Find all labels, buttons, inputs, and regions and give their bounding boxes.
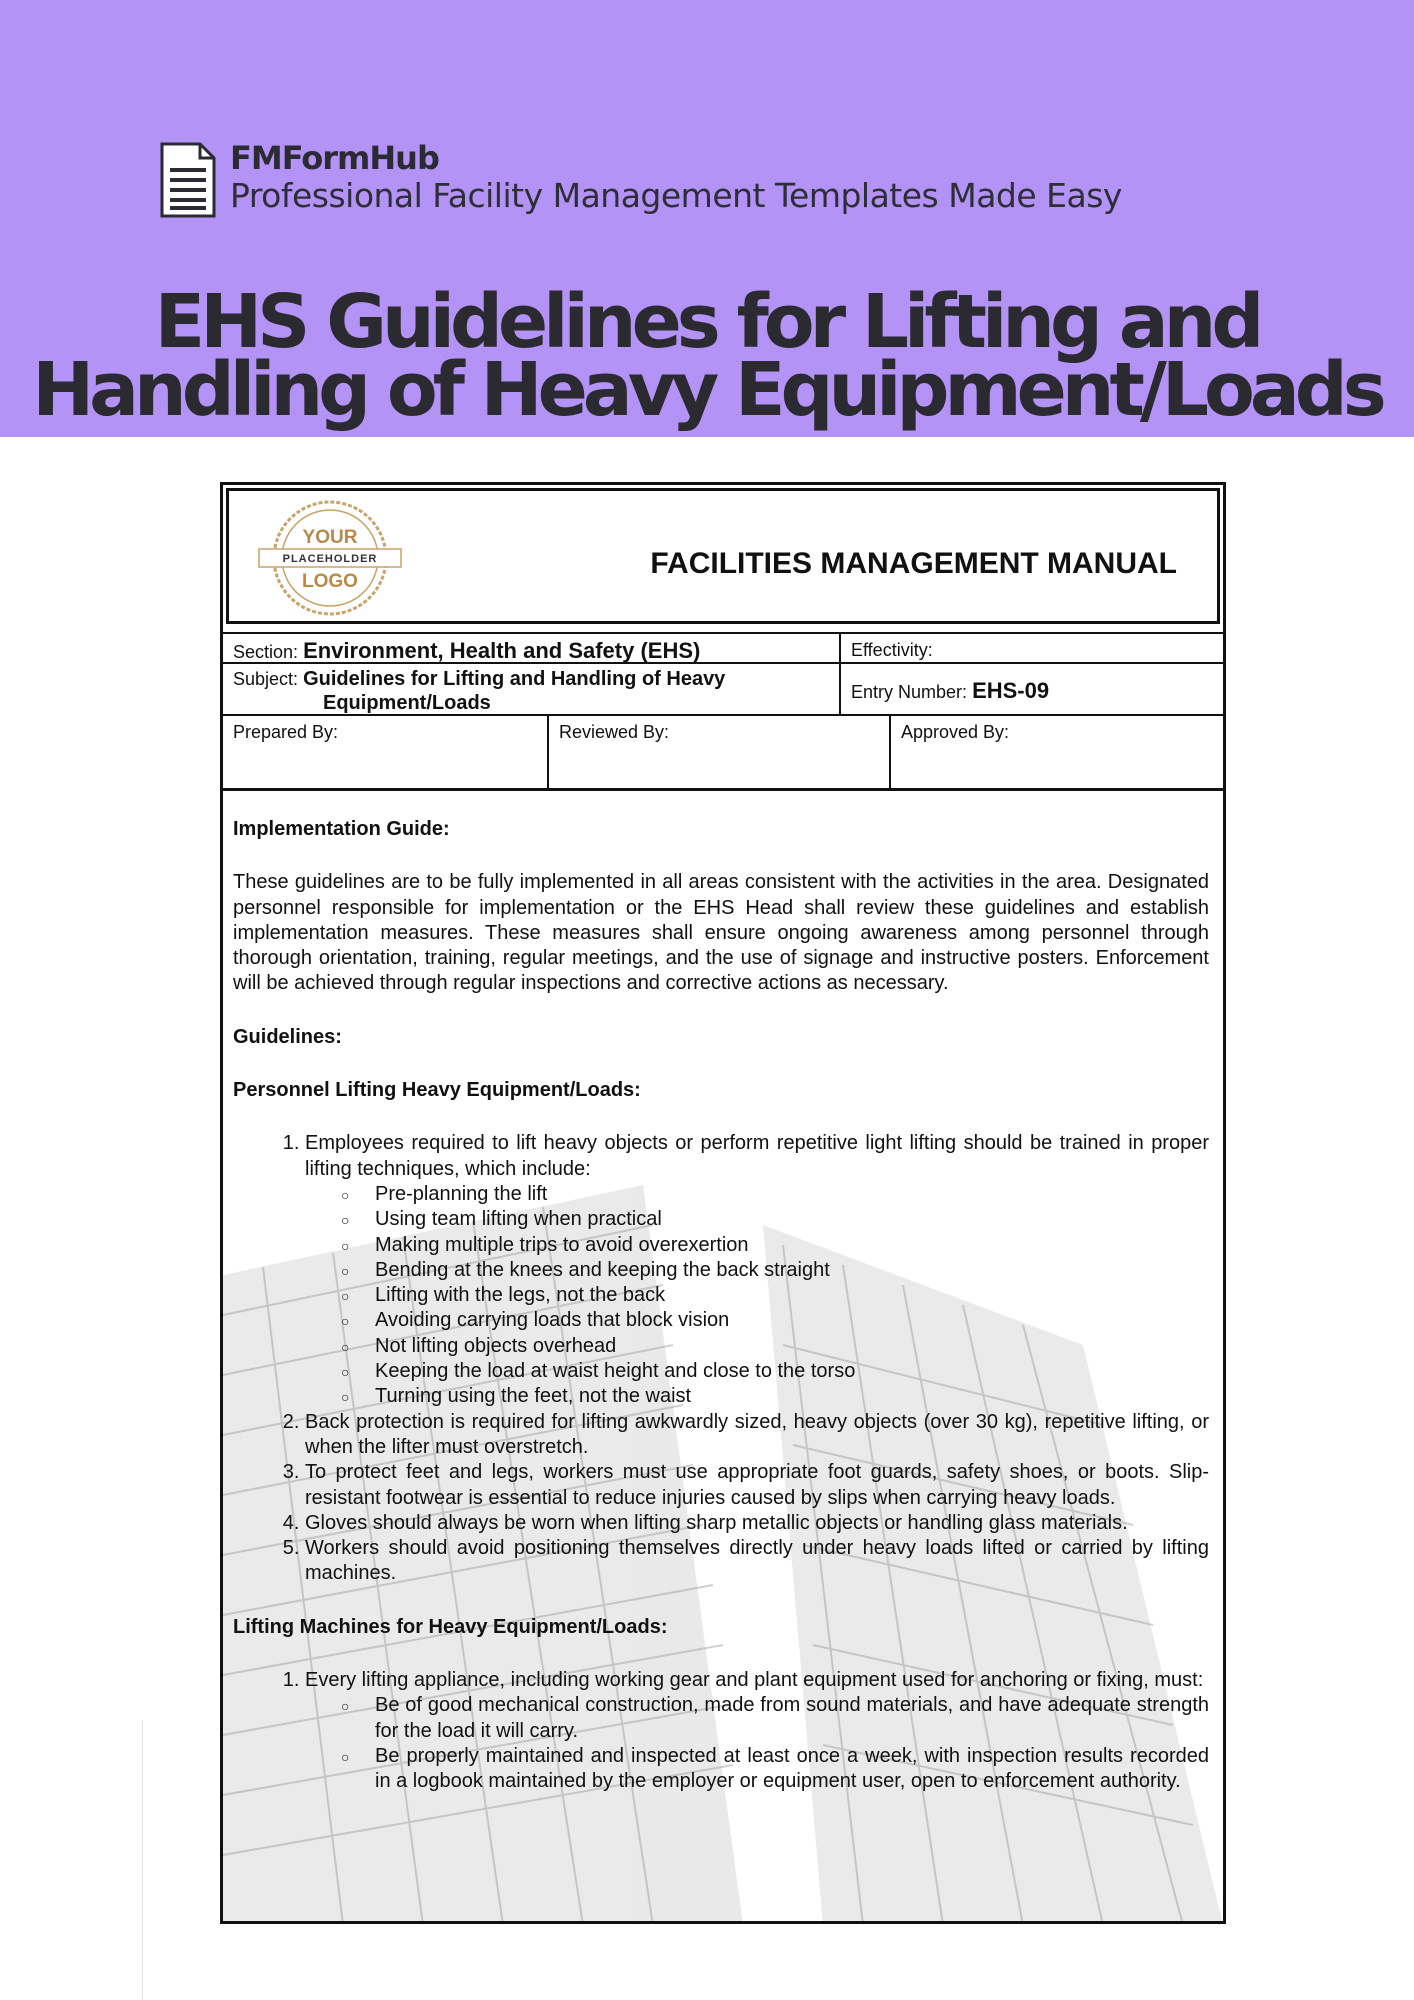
placeholder-logo	[257, 499, 403, 617]
list-item: ○ Pre-planning the lift	[375, 1182, 1209, 1207]
manual-header	[226, 488, 1220, 624]
prepared-by-cell: Prepared By:	[223, 716, 549, 788]
list-item: ○ Not lifting objects overhead	[375, 1334, 1209, 1359]
signoff-row	[223, 714, 1223, 791]
list-item: 1. Every lifting appliance, including working gear and plant equipment used for anchoring or fixing, must: ○ Be of good mechanical construction, made from sound materials, and have adequate strength for the load it will carry. ○ Be properly maintained and inspected at least once a week, with inspection results recorded in a logbook maintained by the employer or equipment user, open to enforcement authority.	[305, 1668, 1209, 1794]
entry-number-cell: Entry Number: EHS-09	[851, 678, 1050, 703]
manual-body	[233, 817, 1209, 1795]
lifting-techniques-list	[305, 1182, 1209, 1410]
entry-number-value: EHS-09	[972, 678, 1050, 703]
list-item: ○ Avoiding carrying loads that block vision	[375, 1308, 1209, 1333]
list-item: ○ Turning using the feet, not the waist	[375, 1384, 1209, 1409]
list-item: ○ Using team lifting when practical	[375, 1207, 1209, 1232]
section-cell: Section: Environment, Health and Safety (EHS)	[223, 634, 841, 664]
personnel-list	[233, 1131, 1209, 1586]
effectivity-cell: Effectivity:	[851, 640, 933, 660]
list-item: 3. To protect feet and legs, workers must use appropriate foot guards, safety shoes, or boots. Slip-resistant footwear is essential to reduce injuries caused by slips when carrying heavy loads.	[305, 1460, 1209, 1511]
list-item: ○ Bending at the knees and keeping the back straight	[375, 1258, 1209, 1283]
document-icon	[160, 142, 216, 218]
subject-row	[223, 662, 1223, 716]
logo-text-top: YOUR	[302, 527, 358, 548]
page-title-line-1: EHS Guidelines for Lifting and	[154, 279, 1260, 365]
list-item: ○ Lifting with the legs, not the back	[375, 1283, 1209, 1308]
list-item: ○ Be of good mechanical construction, made from sound materials, and have adequate strength for the load it will carry.	[375, 1693, 1209, 1744]
list-item: ○ Making multiple trips to avoid overexertion	[375, 1233, 1209, 1258]
machine-requirements-list	[305, 1693, 1209, 1794]
logo-text-bottom: LOGO	[302, 571, 358, 592]
header-banner	[0, 0, 1414, 437]
list-item: 4. Gloves should always be worn when lifting sharp metallic objects or handling glass materials.	[305, 1511, 1209, 1536]
brand-tagline: Professional Facility Management Templates Made Easy	[230, 176, 1122, 215]
implementation-heading: Implementation Guide:	[233, 818, 450, 840]
section-row	[223, 632, 1223, 664]
personnel-heading: Personnel Lifting Heavy Equipment/Loads:	[233, 1079, 641, 1102]
list-item: ○ Keeping the load at waist height and close to the torso	[375, 1359, 1209, 1384]
list-item: 1. Employees required to lift heavy objects or perform repetitive light lifting should be trained in proper lifting techniques, which include: ○ Pre-planning the lift ○ Using team lifting when practical ○ Making multiple trips to avoid overexertion ○ Bending at the knees and keeping the back straight ○ Lifting with the legs, not the back ○ Avoiding carrying loads that block vision ○ Not lifting objects overhead ○ Keeping the load at waist height and close to the torso ○ Turning using the feet, not the waist	[305, 1131, 1209, 1409]
guidelines-heading: Guidelines:	[233, 1025, 342, 1048]
manual-sheet	[220, 482, 1226, 1924]
margin-line	[142, 1720, 143, 2000]
manual-title: FACILITIES MANAGEMENT MANUAL	[650, 547, 1177, 580]
list-item: 2. Back protection is required for lifting awkwardly sized, heavy objects (over 30 kg), repetitive lifting, or when the lifter must overstretch.	[305, 1410, 1209, 1461]
page-title	[0, 279, 1414, 433]
implementation-text: These guidelines are to be fully implemented in all areas consistent with the activities in the area. Designated personnel responsible for implementation or the EHS Head shall review these guidelines and establish implementation measures. These measures shall ensure ongoing awareness among personnel through thorough orientation, training, regular meetings, and the use of signage and instructive posters. Enforcement will be achieved through regular inspections and corrective actions as necessary.	[233, 871, 1209, 995]
machines-list	[233, 1668, 1209, 1794]
machines-heading: Lifting Machines for Heavy Equipment/Loads:	[233, 1615, 668, 1638]
brand-name: FMFormHub	[230, 139, 439, 177]
subject-value: Guidelines for Lifting and Handling of Heavy	[303, 668, 726, 690]
brand	[160, 140, 1122, 218]
list-item: 5. Workers should avoid positioning themselves directly under heavy loads lifted or carried by lifting machines.	[305, 1536, 1209, 1587]
reviewed-by-cell: Reviewed By:	[549, 716, 891, 788]
logo-text-middle: PLACEHOLDER	[282, 553, 378, 565]
subject-cell: Subject: Guidelines for Lifting and Handling of Heavy Equipment/Loads	[223, 664, 841, 716]
approved-by-cell: Approved By:	[901, 722, 1010, 742]
section-value: Environment, Health and Safety (EHS)	[303, 638, 701, 663]
list-item: ○ Be properly maintained and inspected at least once a week, with inspection results recorded in a logbook maintained by the employer or equipment user, open to enforcement authority.	[375, 1744, 1209, 1795]
page-title-line-2: Handling of Heavy Equipment/Loads	[32, 347, 1382, 433]
